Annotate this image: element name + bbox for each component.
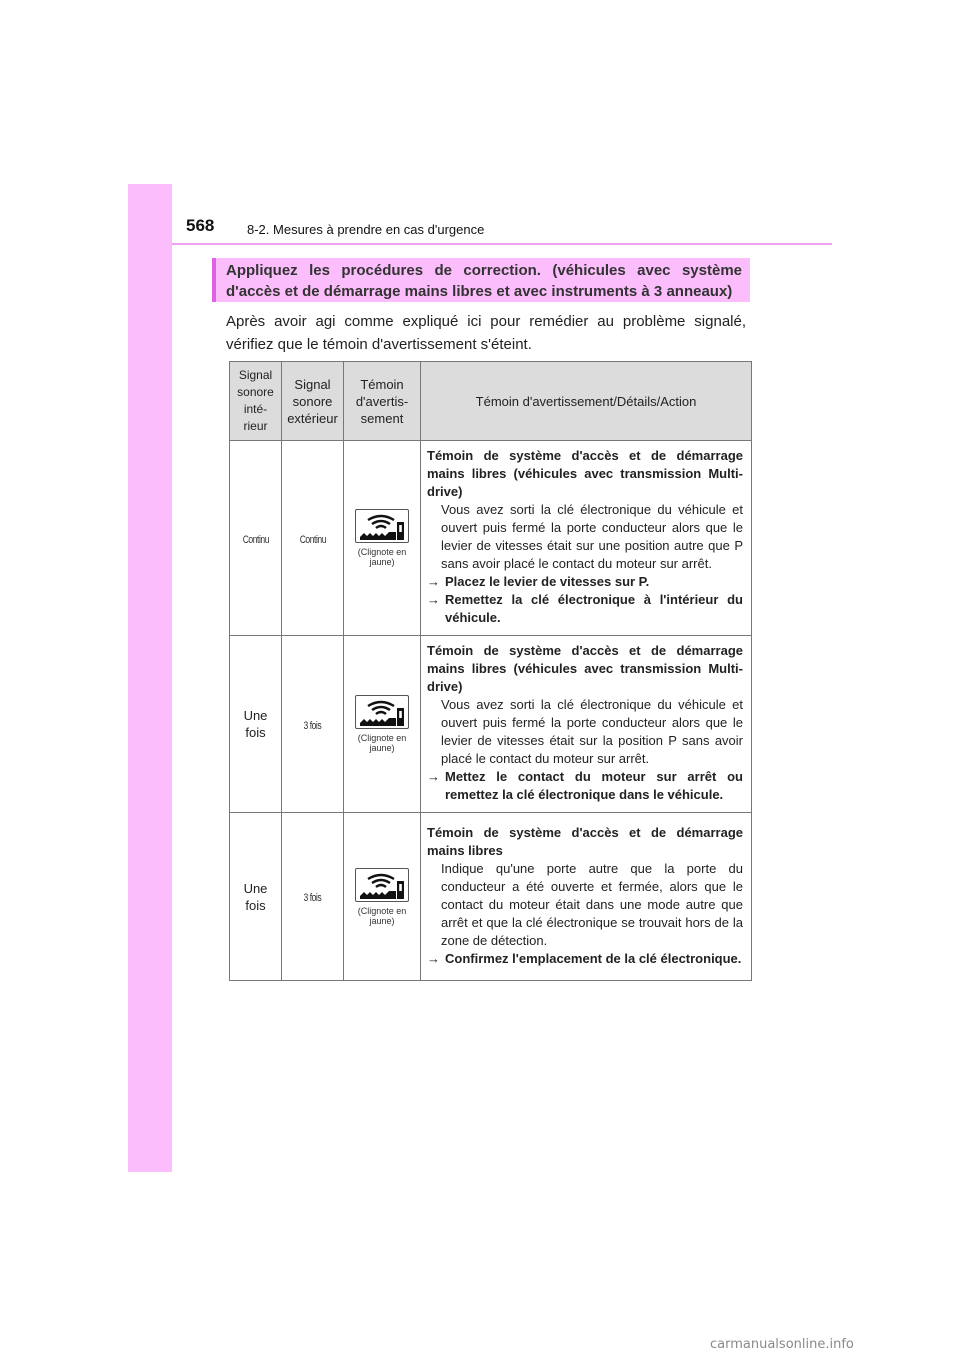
section-title: 8-2. Mesures à prendre en cas d'urgence — [247, 222, 485, 237]
action-item: → Mettez le contact du moteur sur arrêt ou remettez la clé électronique dans le véhicule. — [427, 769, 743, 802]
header-interior-buzzer: Signal sonore inté- rieur — [230, 362, 282, 441]
header-warning-light: Témoin d'avertis- sement — [344, 362, 421, 441]
header-rule — [172, 243, 832, 245]
cell-details — [421, 636, 752, 813]
warning-title: Témoin de système d'accès et de démarrage mains libres — [427, 824, 743, 858]
warning-details: Vous avez sorti la clé électronique du véhicule et ouvert puis fermé la porte conducteur alors que le levier de vitesses était sur une position autre que P sans avoir placé le contact du moteur sur arrêt. — [441, 502, 743, 571]
table-row — [230, 636, 752, 813]
callout-line-1: Appliquez les procédures de correction. (véhicules avec système — [226, 262, 742, 279]
action-item: → Placez le levier de vitesses sur P. — [427, 574, 650, 589]
table-header-row — [230, 362, 752, 441]
table-row — [230, 813, 752, 981]
cell-exterior-buzzer: 3 fois — [282, 813, 344, 981]
intro-paragraph: Après avoir agi comme expliqué ici pour remédier au problème signalé, vérifiez que le témoin d'avertissement s'éteint. — [226, 313, 746, 353]
cell-warning-light: (Clignote en jaune) — [344, 813, 421, 981]
cell-details — [421, 441, 752, 636]
cell-details — [421, 813, 752, 981]
cell-interior-buzzer: Continu — [230, 441, 282, 636]
warning-details: Vous avez sorti la clé électronique du véhicule et ouvert puis fermé la porte conducteur alors que le levier de vitesses était sur la position P sans avoir placé le contact du moteur sur arrêt. — [441, 697, 743, 766]
procedure-callout — [212, 258, 750, 302]
page-number: 568 — [186, 216, 215, 235]
chapter-sidebar-tab — [128, 184, 172, 1172]
warning-title: Témoin de système d'accès et de démarrage mains libres (véhicules avec transmission Multi-drive) — [427, 448, 743, 499]
cell-interior-buzzer: Une fois — [230, 813, 282, 981]
cell-warning-light: (Clignote en jaune) — [344, 441, 421, 636]
watermark: carmanualsonline.info — [710, 1337, 854, 1352]
action-item: → Remettez la clé électronique à l'intérieur du véhicule. — [427, 592, 743, 625]
warning-title: Témoin de système d'accès et de démarrage mains libres (véhicules avec transmission Multi-drive) — [427, 643, 743, 694]
smart-key-warning-icon — [355, 868, 409, 902]
smart-key-warning-icon — [355, 695, 409, 729]
callout-line-2: d'accès et de démarrage mains libres et avec instruments à 3 anneaux) — [226, 283, 733, 300]
smart-key-warning-icon — [355, 509, 409, 543]
warning-details: Indique qu'une porte autre que la porte du conducteur a été ouverte et fermée, alors que le contact du moteur était dans une mode autre que arrêt et que la clé électronique se trouvait hors de la zone de détection. — [441, 860, 743, 948]
cell-warning-light: (Clignote en jaune) — [344, 636, 421, 813]
header-exterior-buzzer: Signal sonore extérieur — [282, 362, 344, 441]
cell-exterior-buzzer: Continu — [282, 441, 344, 636]
warning-table — [229, 361, 752, 981]
cell-interior-buzzer: Une fois — [230, 636, 282, 813]
cell-exterior-buzzer: 3 fois — [282, 636, 344, 813]
header-details: Témoin d'avertissement/Détails/Action — [421, 362, 752, 441]
table-row — [230, 441, 752, 636]
action-item: → Confirmez l'emplacement de la clé électronique. — [427, 950, 742, 966]
